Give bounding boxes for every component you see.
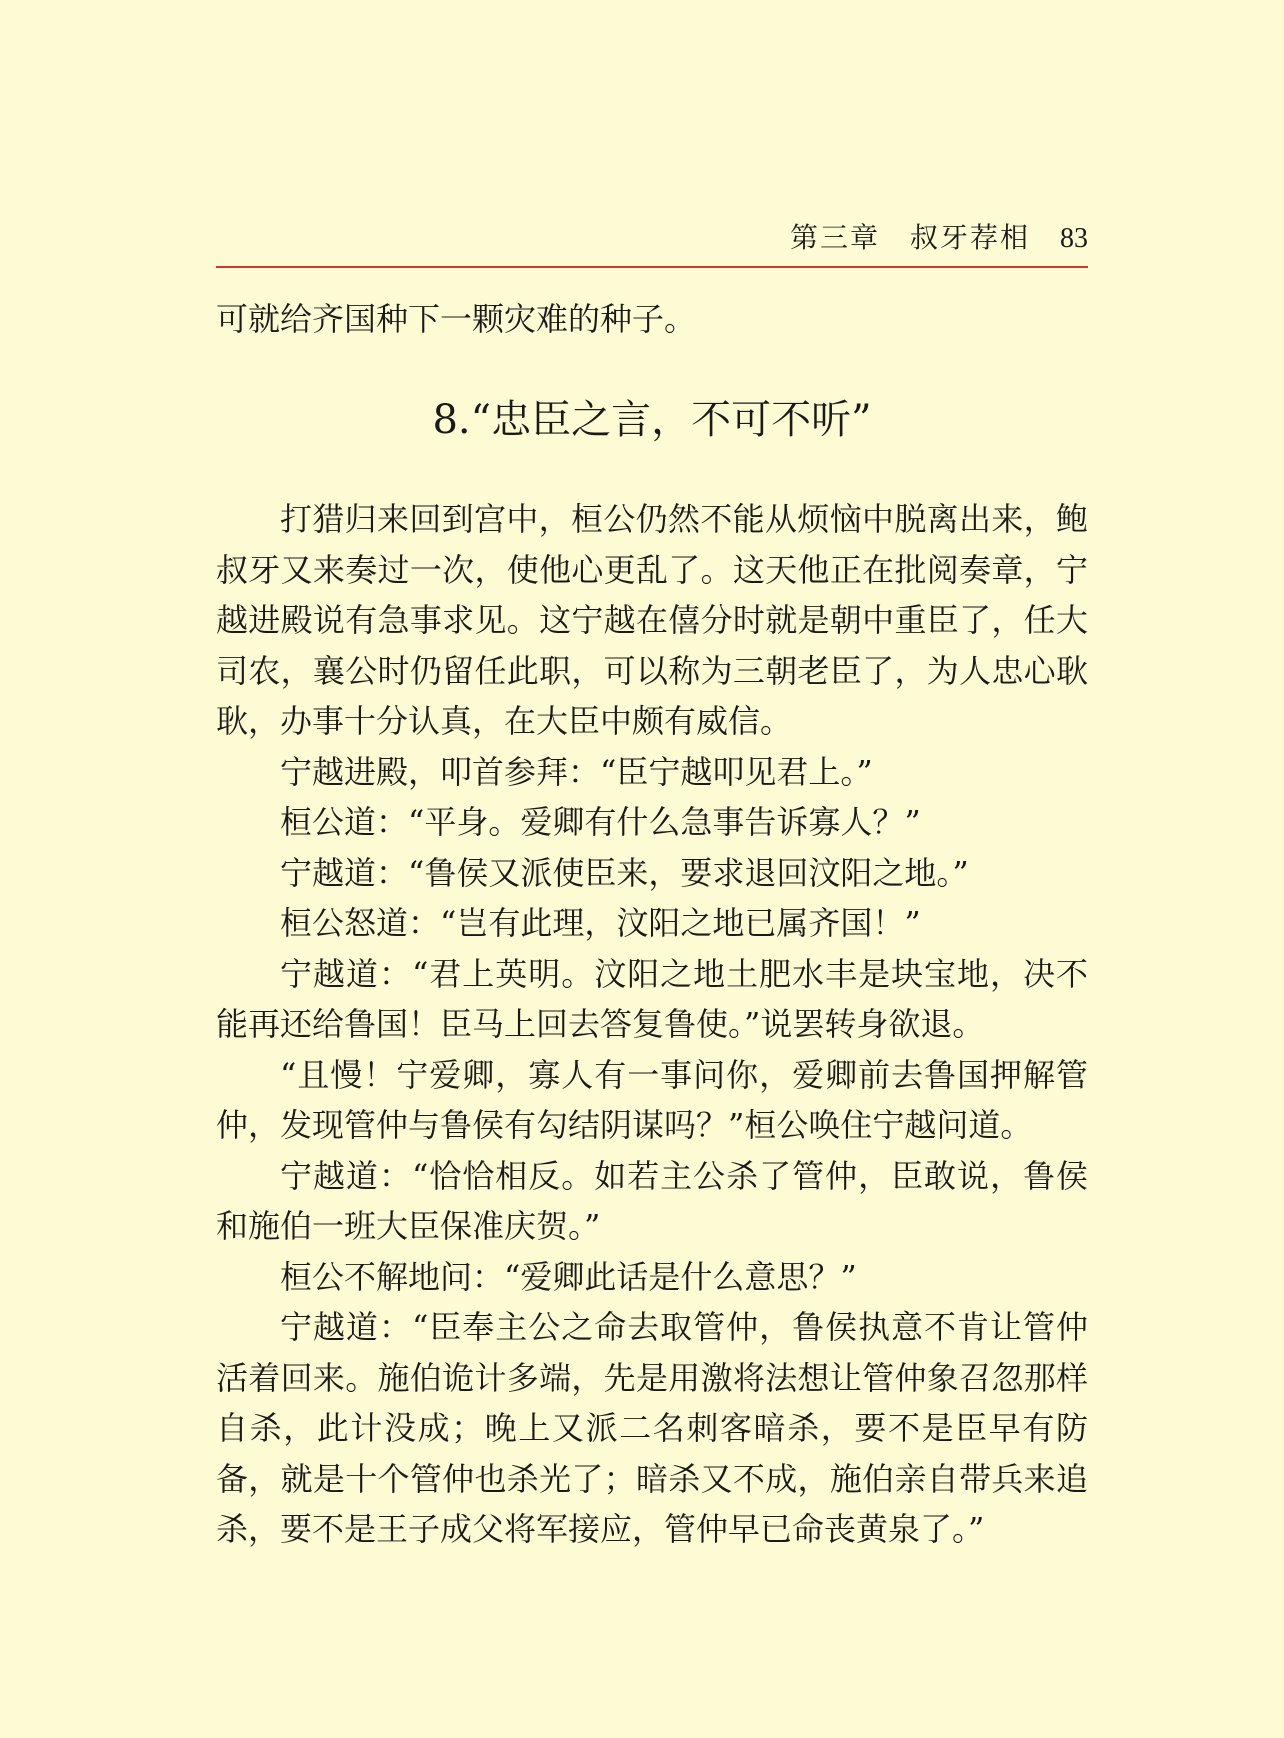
continuation-paragraph: 可就给齐国种下一颗灾难的种子。 [216,300,697,338]
continuation-block [216,294,1088,345]
chapter-title: 叔牙荐相 [909,221,1030,254]
paragraph: 宁越道：“恰恰相反。如若主公杀了管仲，臣敢说，鲁侯和施伯一班大臣保准庆贺。” [216,1156,1088,1245]
paragraph: “且慢！宁爱卿，寡人有一事问你，爱卿前去鲁国押解管仲，发现管仲与鲁侯有勾结阴谋吗？”桓公唤住宁越问道。 [216,1055,1088,1144]
paragraph: 宁越道：“臣奉主公之命去取管仲，鲁侯执意不肯让管仲活着回来。施伯诡计多端，先是用激将法想让管仲象召忽那样自杀，此计没成；晚上又派二名刺客暗杀，要不是臣早有防备，就是十个管仲也杀光了；暗杀又不成，施伯亲自带兵来追杀，要不是王子成父将军接应，管仲早已命丧黄泉了。” [216,1308,1088,1548]
paragraph: 桓公怒道：“岂有此理，汶阳之地已属齐国！” [280,904,921,942]
chapter-label: 第三章 [789,221,880,254]
page-number: 83 [1060,223,1088,254]
paragraph: 宁越进殿，叩首参拜：“臣宁越叩见君上。” [280,752,873,791]
paragraph: 桓公不解地问：“爱卿此话是什么意思？” [280,1257,857,1296]
section-title: 8.“忠臣之言，不可不听” [432,397,872,443]
paragraph: 桓公道：“平身。爱卿有什么急事告诉寡人？” [280,803,921,841]
paragraph: 宁越道：“鲁侯又派使臣来，要求退回汶阳之地。” [280,853,969,892]
paragraph: 打猎归来回到宫中，桓公仍然不能从烦恼中脱离出来，鲍叔牙又来奏过一次，使他心更乱了。这天他正在批阅奏章，宁越进殿说有急事求见。这宁越在僖分时就是朝中重臣了，任大司农，襄公时仍留任此职，可以称为三朝老臣了，为人忠心耿耿，办事十分认真，在大臣中颇有威信。 [216,500,1088,740]
body-text [216,494,1088,1555]
paragraph: 宁越道：“君上英明。汶阳之地土肥水丰是块宝地，决不能再还给鲁国！臣马上回去答复鲁使。”说罢转身欲退。 [216,954,1088,1043]
header-rule [216,266,1088,268]
running-head [216,218,1088,258]
